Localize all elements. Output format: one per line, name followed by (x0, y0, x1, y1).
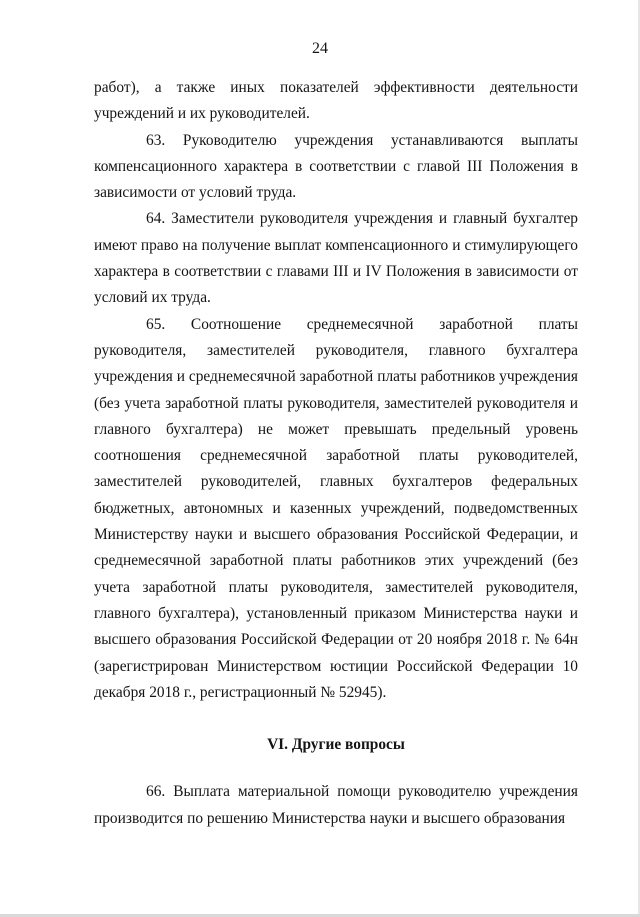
paragraph-64: 64. Заместители руководителя учреждения и главный бухгалтер имеют право на получение выплат компенсационного и стимулирующего характера в соответствии с главами III и IV Положения в зависимости от условий их труда. (94, 210, 578, 307)
paragraph-65: 65. Соотношение среднемесячной заработной платы руководителя, заместителей руководителя, главного бухгалтера учреждения и среднемесячной заработной платы работников учреждения (без учета заработной платы руководителя, заместителей руководителя и главного бухгалтера) не может превышать предельный уровень соотношения среднемесячной заработной платы руководителей, заместителей руководителей, главных бухгалтеров федеральных бюджетных, автономных и казенных учреждений, подведомственных Министерству науки и высшего образования Российской Федерации, и среднемесячной заработной платы работников этих учреждений (без учета заработной платы руководителя, заместителей руководителя, главного бухгалтера), установленный приказом Министерства науки и высшего образования Российской Федерации от 20 ноября 2018 г. № 64н (зарегистрирован Министерством юстиции Российской Федерации 10 декабря 2018 г., регистрационный № 52945). (94, 315, 578, 701)
paragraph-63: 63. Руководителю учреждения устанавливаются выплаты компенсационного характера в соответствии с главой III Положения в зависимости от условий труда. (94, 131, 578, 202)
page-number: 24 (312, 40, 328, 57)
section-heading: VI. Другие вопросы (267, 736, 405, 754)
document-body (94, 75, 578, 832)
paragraph-66: 66. Выплата материальной помощи руководителю учреждения производится по решению Министерства науки и высшего образования (94, 783, 578, 827)
paragraph-continuation: работ), а также иных показателей эффективности деятельности учреждений и их руководителей. (94, 79, 578, 123)
